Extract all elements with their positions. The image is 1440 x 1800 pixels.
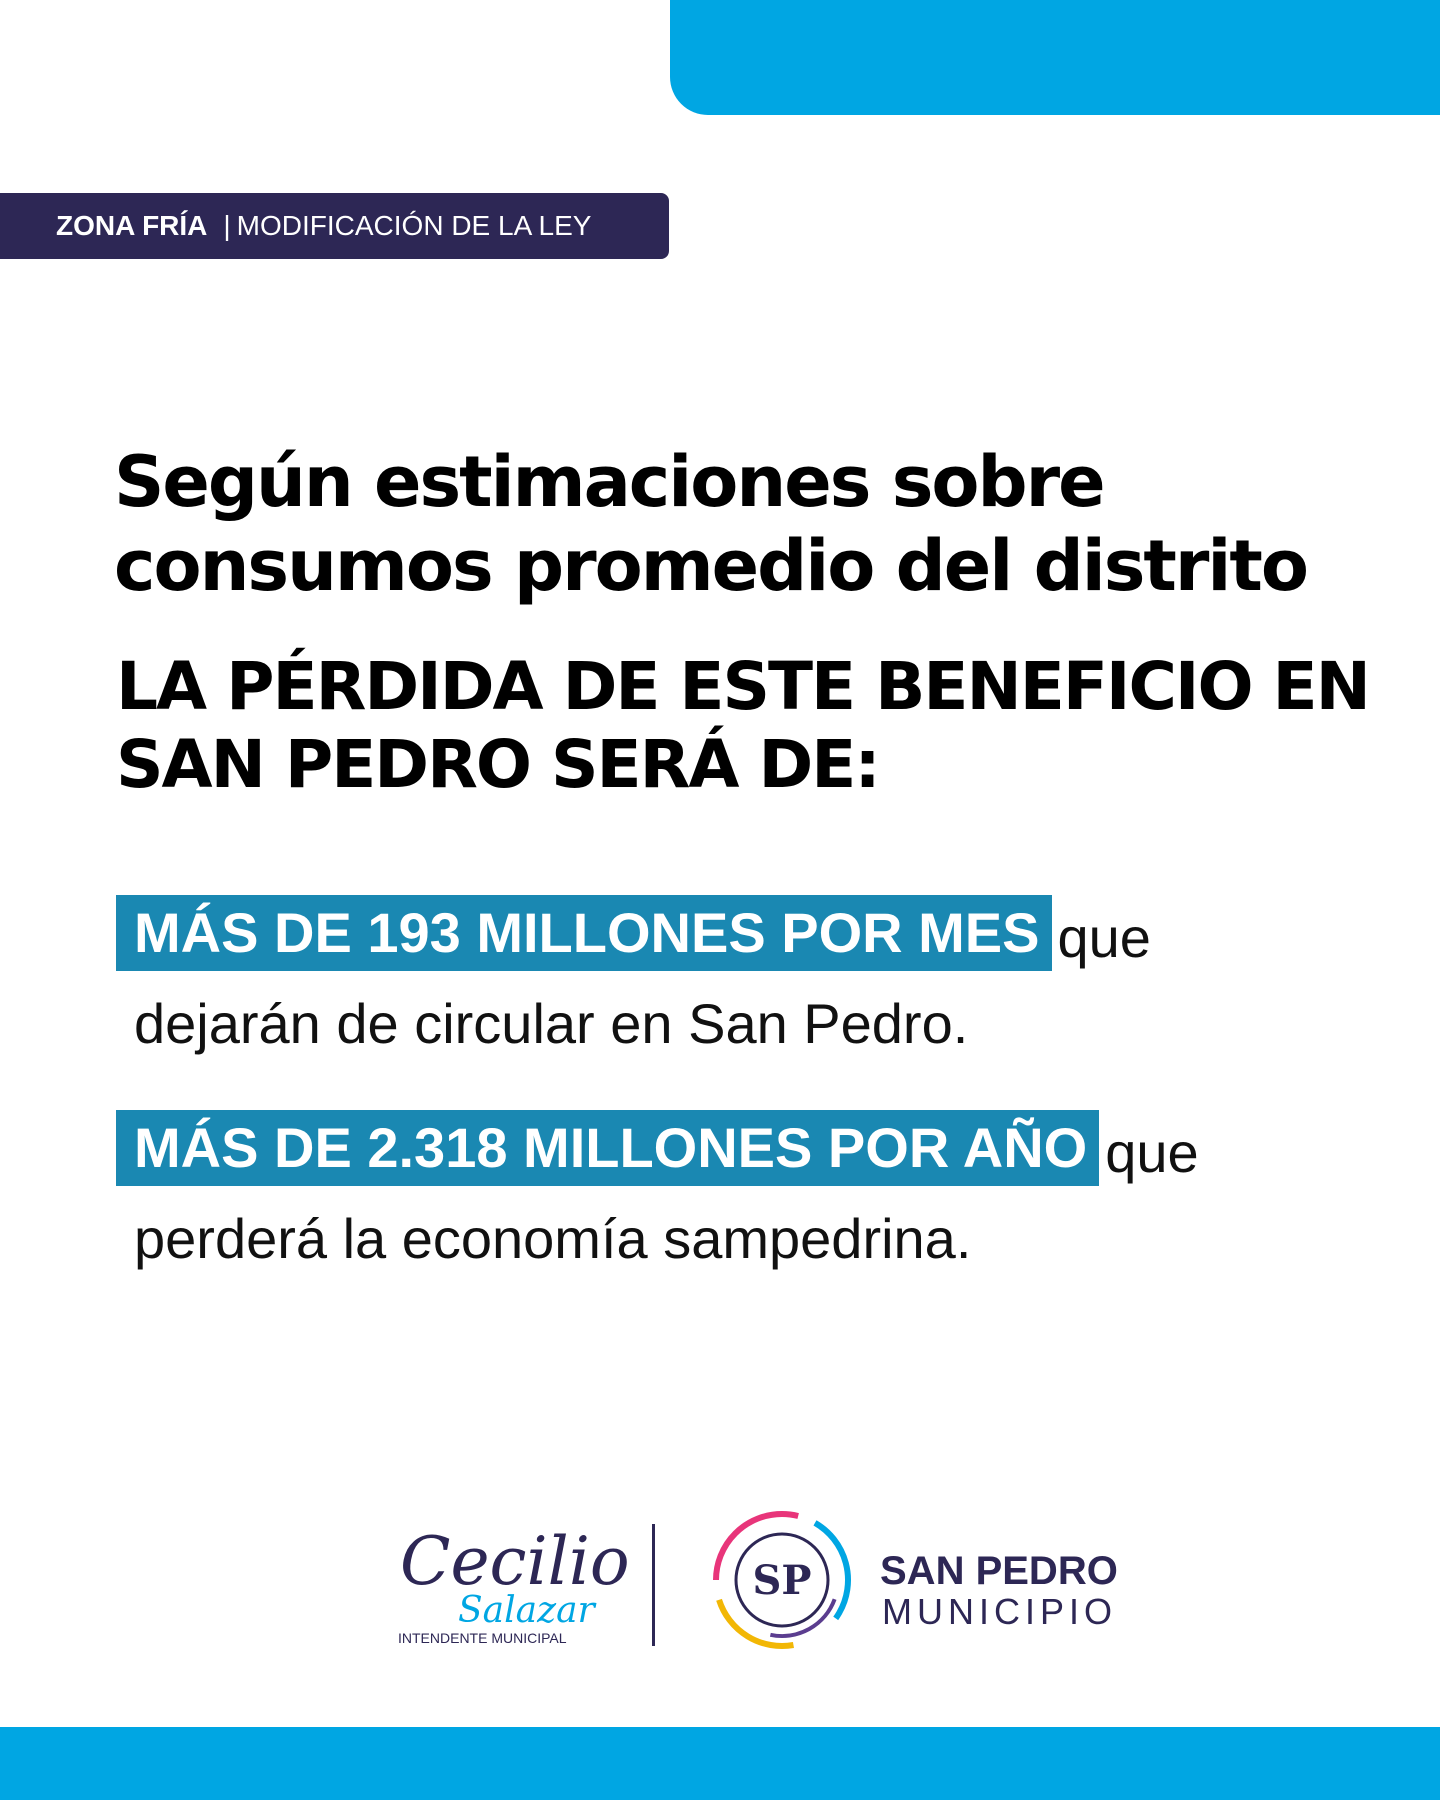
stat-yearly	[116, 1110, 1376, 1282]
stat-yearly-connector: que	[1105, 1121, 1199, 1184]
san-pedro-logo-subtitle: MUNICIPIO	[882, 1591, 1118, 1632]
sp-emblem-initials: SP	[752, 1557, 812, 1604]
headline	[114, 440, 1354, 608]
subheadline-line-2: SAN PEDRO SERÁ DE:	[116, 726, 879, 803]
cecilio-logo-first: Cecilio	[400, 1523, 630, 1600]
cecilio-logo-subtitle: INTENDENTE MUNICIPAL	[398, 1630, 567, 1646]
stat-monthly-highlight: MÁS DE 193 MILLONES POR MES	[116, 895, 1052, 971]
topic-label-separator: |	[223, 210, 231, 241]
subheadline-line-1: LA PÉRDIDA DE ESTE BENEFICIO EN	[116, 648, 1369, 725]
stat-monthly	[116, 895, 1376, 1067]
stat-monthly-description: dejarán de circular en San Pedro.	[134, 992, 969, 1055]
top-accent-bar	[670, 0, 1440, 115]
headline-line-2: consumos promedio del distrito	[114, 525, 1307, 607]
topic-label-text: MODIFICACIÓN DE LA LEY	[236, 210, 592, 241]
footer-logos	[0, 1500, 1440, 1660]
bottom-accent-bar	[0, 1727, 1440, 1800]
stat-yearly-highlight: MÁS DE 2.318 MILLONES POR AÑO	[116, 1110, 1099, 1186]
stat-yearly-description: perderá la economía sampedrina.	[134, 1207, 972, 1270]
headline-line-1: Según estimaciones sobre	[114, 441, 1104, 523]
san-pedro-emblem-icon	[708, 1506, 856, 1654]
subheadline	[116, 648, 1369, 804]
stat-monthly-connector: que	[1057, 906, 1151, 969]
cecilio-logo-last: Salazar	[458, 1590, 595, 1631]
topic-label	[0, 193, 669, 259]
topic-label-strong: ZONA FRÍA	[56, 210, 208, 241]
logo-divider	[652, 1524, 655, 1646]
san-pedro-logo-name: SAN PEDRO	[880, 1549, 1118, 1593]
